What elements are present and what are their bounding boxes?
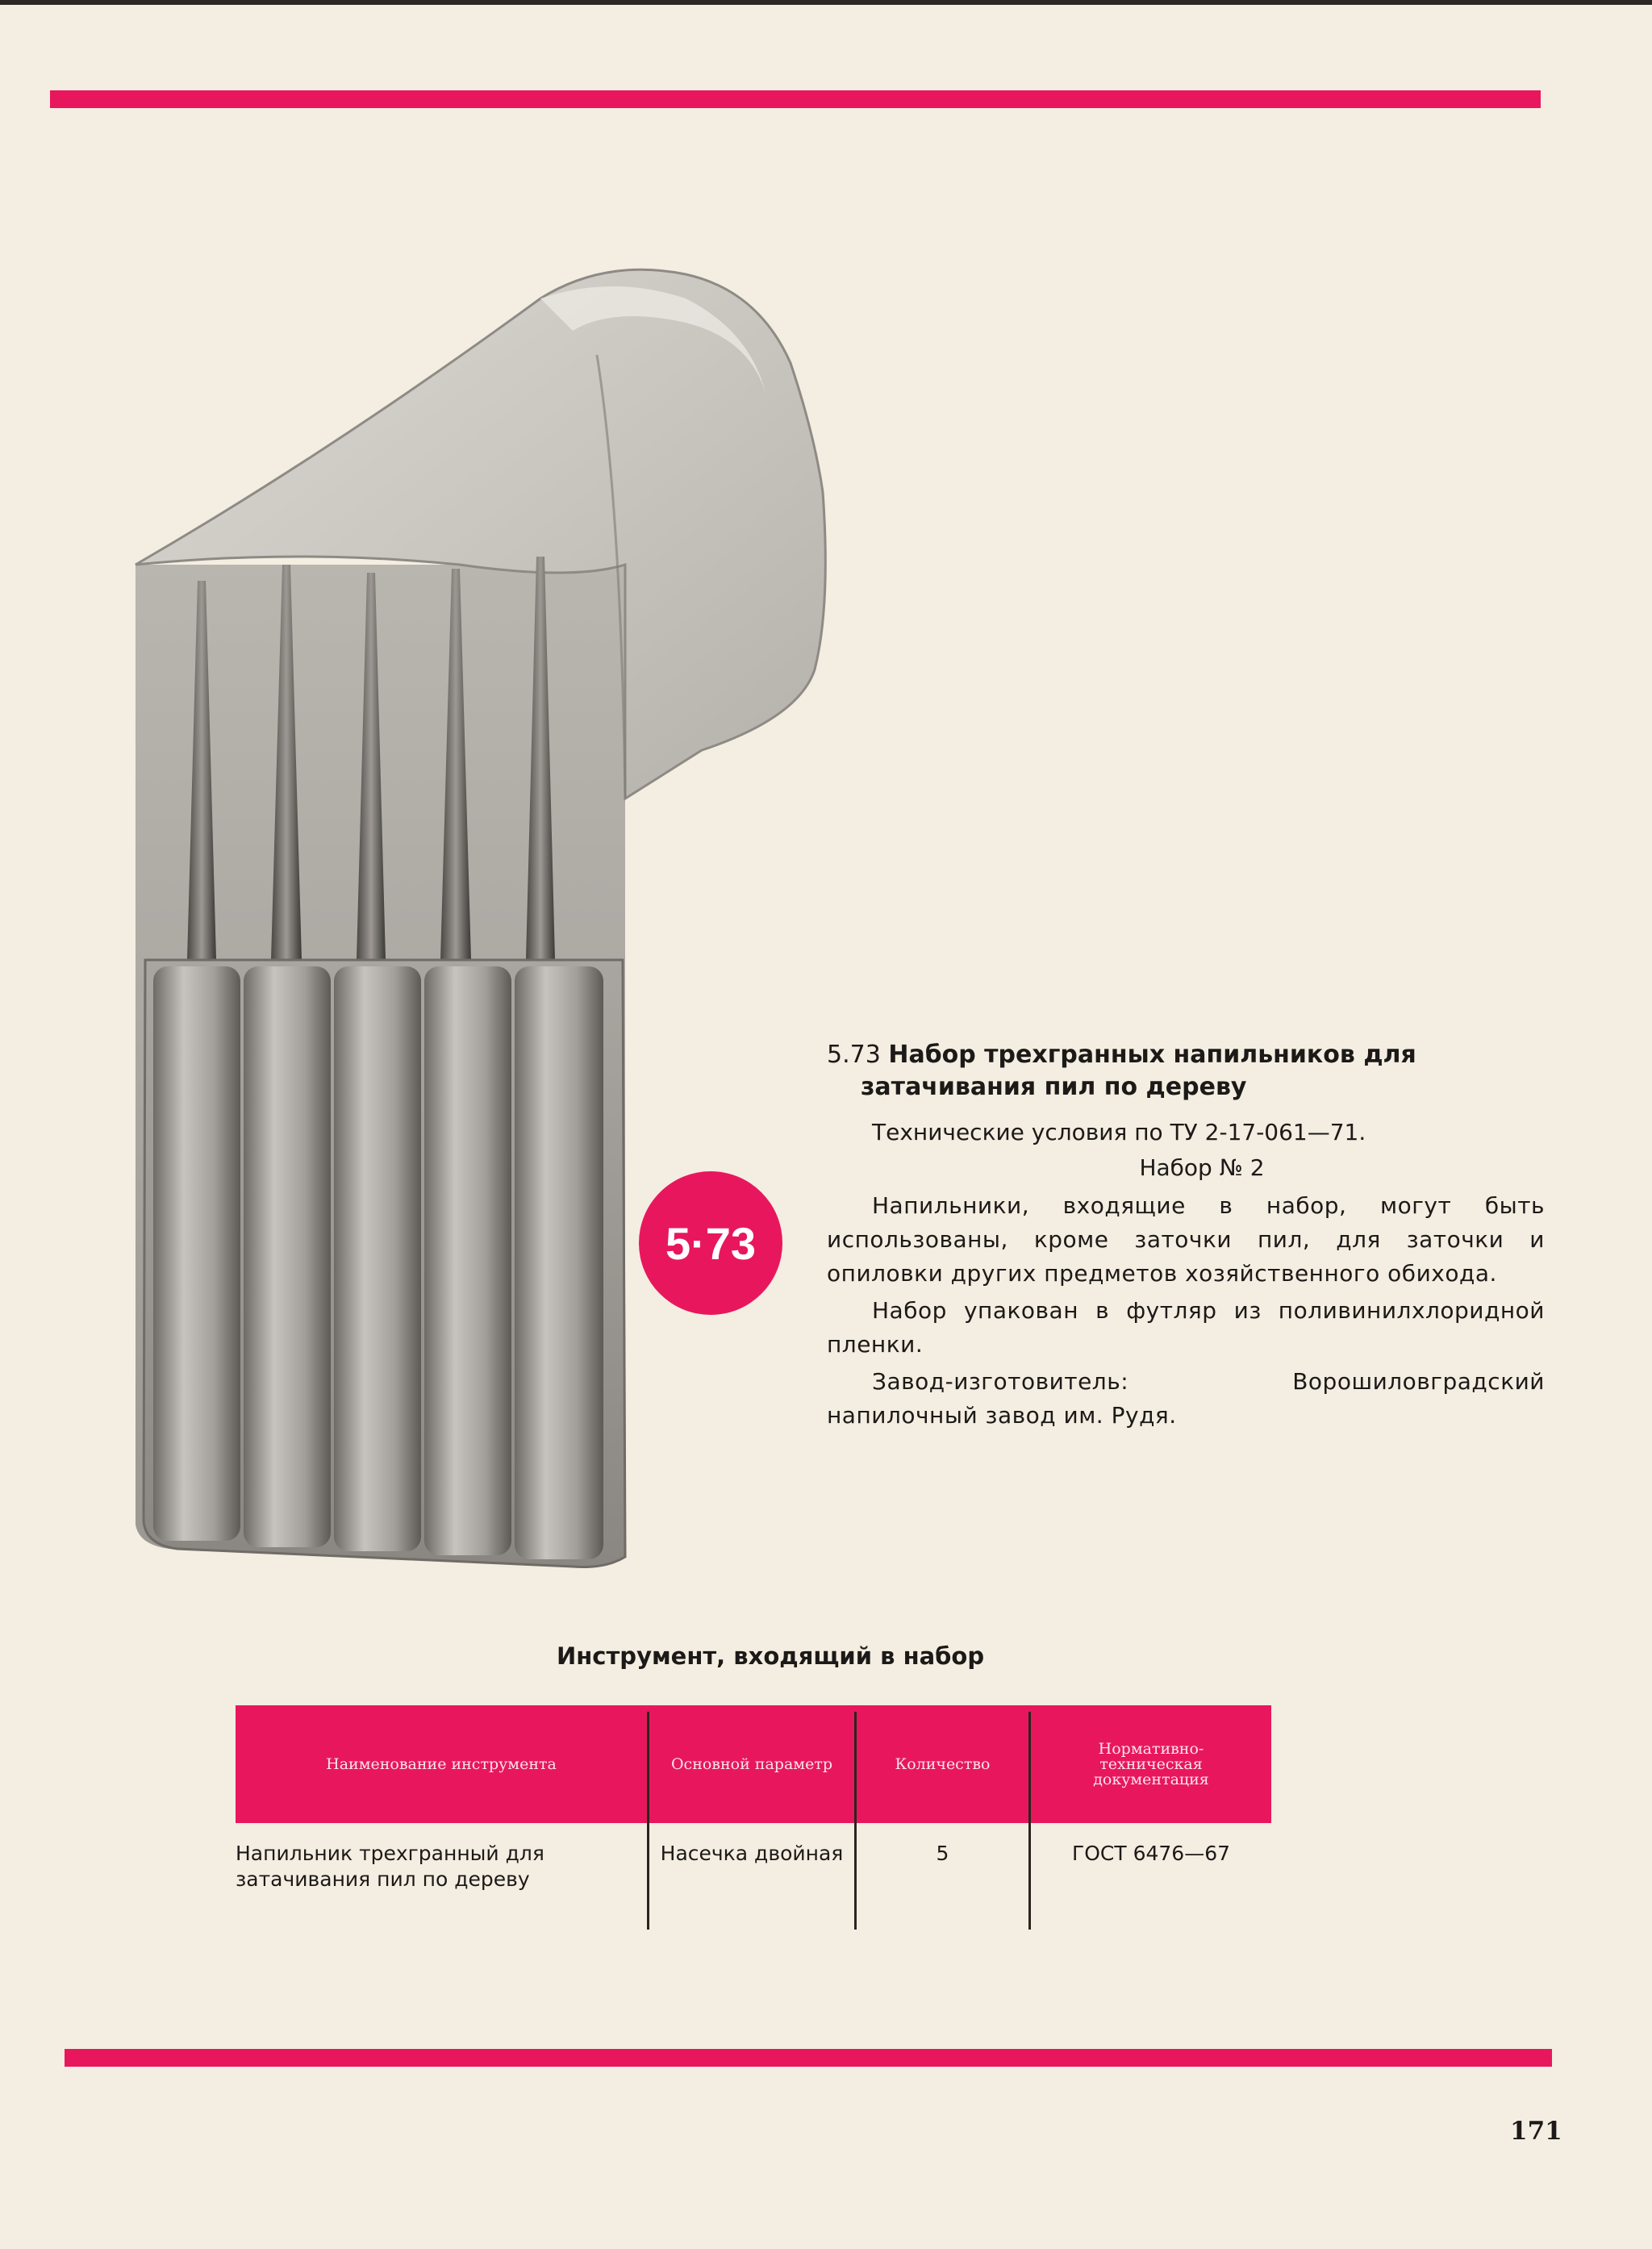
page-top-edge <box>0 0 1652 5</box>
item-number: 5.73 <box>827 1041 881 1069</box>
bottom-magenta-rule <box>65 2049 1552 2067</box>
item-number-badge <box>639 1171 782 1315</box>
description-paragraph-packaging: Набор упакован в футляр из поливинилхлоридной пленки. <box>827 1297 1545 1358</box>
description-paragraph-usage: Напильники, входящие в набор, могут быть использованы, кроме заточки пил, для заточки и опиловки других предметов хозяйственного обихода. <box>827 1192 1545 1287</box>
set-number: Набор № 2 <box>1139 1154 1265 1181</box>
header-main-parameter: Основной параметр <box>670 1755 832 1773</box>
badge-label: 5·73 <box>665 1217 757 1269</box>
item-title: Набор трехгранных напильников для затачивания пил по дереву <box>861 1041 1416 1101</box>
top-magenta-rule <box>50 90 1541 108</box>
product-title <box>827 1039 1545 1104</box>
header-tool-name: Наименование инструмента <box>326 1755 557 1773</box>
header-quantity: Количество <box>895 1755 991 1773</box>
description-paragraph-manufacturer: Завод-изготовитель: Ворошиловградский напилочный завод им. Рудя. <box>827 1368 1545 1429</box>
technical-conditions: Технические условия по ТУ 2-17-061—71. <box>872 1119 1366 1145</box>
cell-documentation: ГОСТ 6476—67 <box>1071 1842 1231 1865</box>
cell-main-parameter: Насечка двойная <box>660 1842 844 1865</box>
column-divider <box>647 1712 649 1930</box>
cell-tool-name: Напильник трехгранный для затачивания пил по дереву <box>236 1842 544 1891</box>
column-divider <box>1028 1712 1031 1930</box>
header-documentation: Нормативно-техническая документация <box>1093 1739 1209 1788</box>
file-set-illustration <box>121 266 912 1589</box>
product-description <box>827 1039 1545 1433</box>
cell-quantity: 5 <box>936 1842 949 1865</box>
tools-table <box>236 1705 1271 1930</box>
column-divider <box>854 1712 857 1930</box>
page-number: 171 <box>1510 2117 1562 2146</box>
table-caption: Инструмент, входящий в набор <box>557 1642 985 1670</box>
